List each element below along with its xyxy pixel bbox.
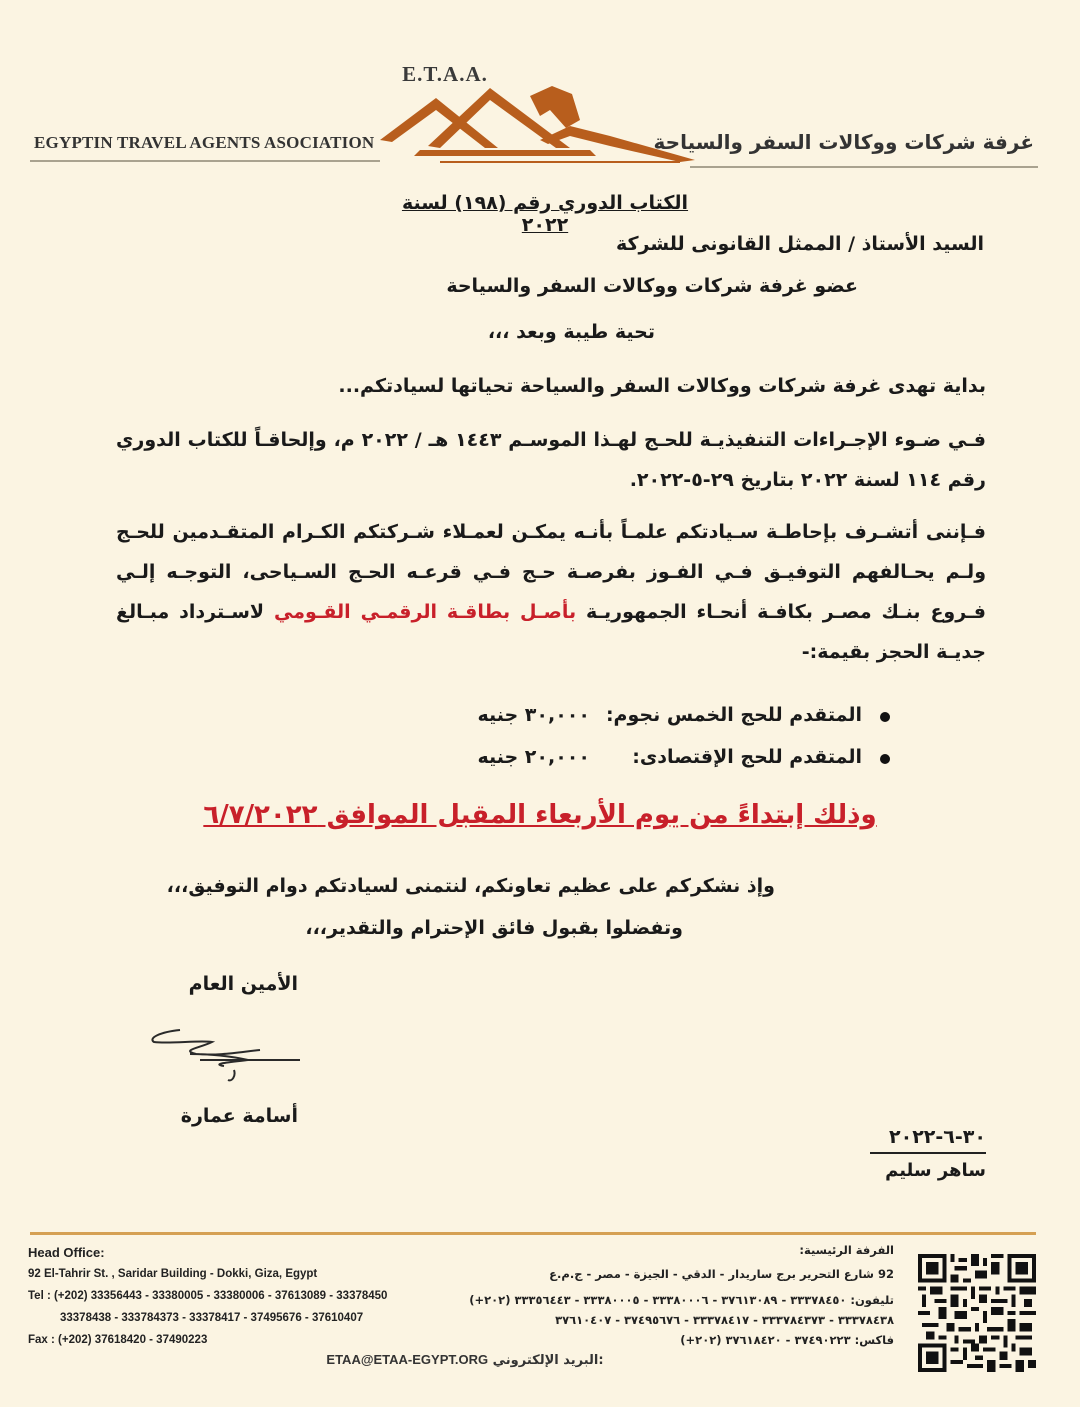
- fee-item-amount: ٣٠,٠٠٠ جنيه: [477, 704, 590, 726]
- footer-fax-ar: فاكس: ٣٧٤٩٠٢٢٣ - ٣٧٦١٨٤٢٠ (٢٠٢+): [680, 1333, 894, 1347]
- letter-date: ٣٠-٦-٢٠٢٢: [889, 1126, 986, 1148]
- fee-item-label: المتقدم للحج الإقتصادى:: [632, 746, 862, 768]
- org-name-en: EGYPTIN TRAVEL AGENTS ASOCIATION: [34, 133, 375, 152]
- bullet-dot-icon: [880, 712, 890, 722]
- date-underline: [870, 1152, 986, 1154]
- fee-item-label: المتقدم للحج الخمس نجوم:: [605, 704, 862, 726]
- fee-item: [190, 704, 890, 734]
- pyramids-logo-icon: [380, 80, 695, 172]
- footer-tel-en-continued: 33378438 - 333784373 - 33378417 - 37495676 - 37610407: [60, 1312, 364, 1324]
- footer-email: [320, 1352, 610, 1368]
- addressee-line-1: السيد الأستاذ / الممثل القانونى للشركة: [615, 233, 984, 255]
- org-name-ar: غرفة شركات ووكالات السفر والسياحة: [653, 130, 1034, 154]
- paragraph-2-text-b: لاسـترداد مبـالغ جديـة الحجز بقيمة:-: [116, 601, 986, 663]
- paragraph-2-text-a: فـإننى أتشـرف بإحاطـة سـيادتكم علمـاً بأنـه يمكـن لعمـلاء شـركتكم الكـرام المتقـدمين للحـج ولـم يحـالفهم التوفيـق فـي الفـوز بفرصـة حـج فـي قرعـه الحـج السـياحى، التوجـه إلـي فـروع بنـك مصـر بكافـة أنحـاء الجمهوريـة: [116, 521, 987, 623]
- signatory-title: الأمين العام: [188, 973, 298, 995]
- circular-reference: الكتاب الدوري رقم (١٩٨) لسنة ٢٠٢٢: [401, 192, 689, 236]
- closing-line-1: وإذ نشكركم على عظيم تعاونكم، لنتمنى لسيادتكم دوام التوفيق،،،: [166, 875, 775, 897]
- footer-address-ar: 92 شارع التحرير برج ساريدار - الدقي - الجيزة - مصر - ج.م.ع: [549, 1267, 894, 1281]
- footer-address-en: 92 El-Tahrir St. , Saridar Building - Dokki, Giza, Egypt: [28, 1268, 318, 1280]
- footer-tel-en: Tel : (+202) 33356443 - 33380005 - 33380006 - 37613089 - 33378450: [28, 1290, 388, 1302]
- footer-head-office-ar: الفرفة الرئيسية:: [799, 1243, 894, 1257]
- email-label: البريد الإلكتروني:: [492, 1353, 604, 1368]
- intro-line: بداية تهدى غرفة شركات ووكالات السفر والسياحة تحياتها لسيادتكم...: [338, 375, 986, 397]
- qr-code-icon: [918, 1254, 1036, 1372]
- closing-line-2: وتفضلوا بقبول فائق الإحترام والتقدير،،،: [305, 917, 683, 939]
- header-rule-right: [690, 166, 1038, 168]
- start-date-headline: وذلك إبتداءً من يوم الأربعاء المقبل الموافق ٦/٧/٢٠٢٢: [203, 800, 877, 830]
- logo-abbreviation: E.T.A.A.: [402, 62, 488, 86]
- greeting: تحية طيبة وبعد ،،،: [487, 321, 655, 343]
- preparer-name: ساهر سليم: [885, 1160, 986, 1181]
- signatory-name: أسامة عمارة: [180, 1105, 298, 1127]
- paragraph-2-highlight: بأصـل بطاقـة الرقمـي القـومي: [273, 601, 577, 623]
- footer-tel-ar-continued: ٣٣٣٧٨٤٣٨ - ٣٣٣٧٨٤٣٧٣ - ٣٣٣٧٨٤١٧ - ٣٧٤٩٥٦٧٦ - ٣٧٦١٠٤٠٧: [555, 1313, 894, 1327]
- footer-tel-ar: تليفون: ٣٣٣٧٨٤٥٠ - ٣٧٦١٣٠٨٩ - ٣٣٣٨٠٠٠٦ - ٣٣٣٨٠٠٠٥ - ٣٣٣٥٦٤٤٣ (٢٠٢+): [469, 1293, 894, 1307]
- header-rule-left: [30, 160, 380, 162]
- email-address[interactable]: ETAA@ETAA-EGYPT.ORG: [326, 1352, 489, 1367]
- paragraph-1: فـي ضـوء الإجـراءات التنفيذيـة للحـج لهـذا الموسـم ١٤٤٣ هـ / ٢٠٢٢ م، وإلحاقـاً للكتاب الدوري رقم ١١٤ لسنة ٢٠٢٢ بتاريخ ٢٩-٥-٢٠٢٢.: [116, 429, 986, 491]
- bullet-dot-icon: [880, 754, 890, 764]
- footer-rule: [30, 1232, 1036, 1235]
- addressee-line-2: عضو غرفة شركات ووكالات السفر والسياحة: [446, 275, 858, 297]
- footer-fax-en: Fax : (+202) 37618420 - 37490223: [28, 1334, 208, 1346]
- footer-head-office-en: Head Office:: [28, 1245, 105, 1260]
- fee-item: [190, 746, 890, 776]
- paragraph-2: [116, 512, 986, 672]
- signature-icon: [140, 1020, 310, 1090]
- fee-item-amount: ٢٠,٠٠٠ جنيه: [477, 746, 590, 768]
